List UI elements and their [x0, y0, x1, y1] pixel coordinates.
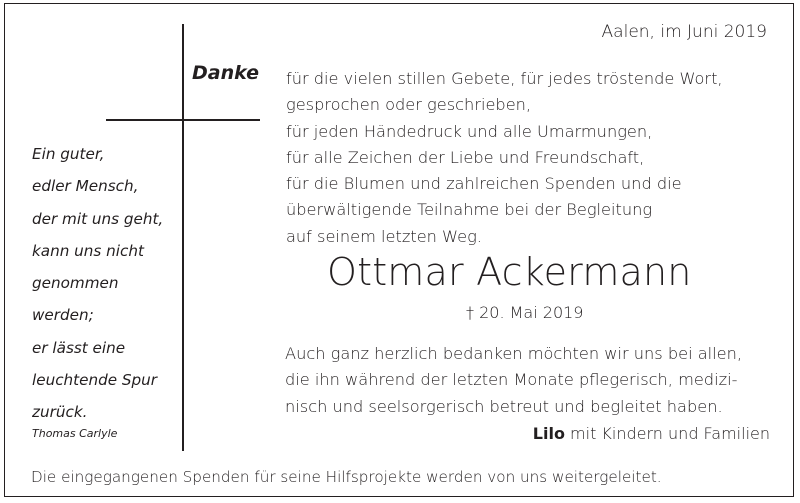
- quote-line: zurück.: [32, 403, 88, 422]
- quote-line: kann uns nicht: [32, 241, 144, 260]
- thanks-line: überwältigende Teilnahme bei der Begleitung: [286, 200, 653, 220]
- quote-line: genommen: [32, 274, 119, 293]
- quote-line: werden;: [32, 306, 94, 325]
- closing-line: nisch und seelsorgerisch betreut und begleitet haben.: [285, 396, 723, 416]
- cross-horizontal-bar: [106, 119, 260, 121]
- quote-line: der mit uns geht,: [32, 209, 164, 228]
- thanks-line: gesprochen oder geschrieben,: [286, 95, 532, 115]
- signature-rest: mit Kindern und Familien: [564, 424, 770, 443]
- footer-note: Die eingegangenen Spenden für seine Hilfsprojekte werden von uns weitergeleitet.: [31, 468, 662, 486]
- danke-heading: Danke: [192, 62, 259, 84]
- closing-line: Auch ganz herzlich bedanken möchten wir uns bei allen,: [285, 344, 743, 363]
- deceased-name: Ottmar Ackermann: [327, 250, 692, 294]
- closing-line: die ihn während der letzten Monate pflegerisch, medizi-: [285, 370, 738, 390]
- quote-line: Ein guter,: [32, 145, 105, 163]
- quote-line: edler Mensch,: [32, 177, 139, 196]
- date-place: Aalen, im Juni 2019: [601, 22, 767, 42]
- thanks-line: für alle Zeichen der Liebe und Freundschaft,: [286, 147, 645, 167]
- death-date: † 20. Mai 2019: [466, 303, 584, 322]
- cross-vertical-bar: [182, 24, 184, 451]
- thanks-line: für jeden Händedruck und alle Umarmungen,: [286, 121, 653, 141]
- signature: [533, 424, 770, 443]
- thanks-line: für die Blumen und zahlreichen Spenden und die: [286, 174, 682, 194]
- quote-text: [32, 138, 163, 429]
- thanks-text: [286, 66, 723, 250]
- thanks-line: auf seinem letzten Weg.: [286, 226, 482, 246]
- thanks-line: für die vielen stillen Gebete, für jedes tröstende Wort,: [286, 69, 723, 88]
- quote-line: er lässt eine: [32, 338, 126, 357]
- closing-text: [285, 341, 742, 420]
- quote-line: leuchtende Spur: [32, 371, 158, 390]
- quote-author: Thomas Carlyle: [32, 427, 118, 440]
- signature-name: Lilo: [532, 424, 565, 443]
